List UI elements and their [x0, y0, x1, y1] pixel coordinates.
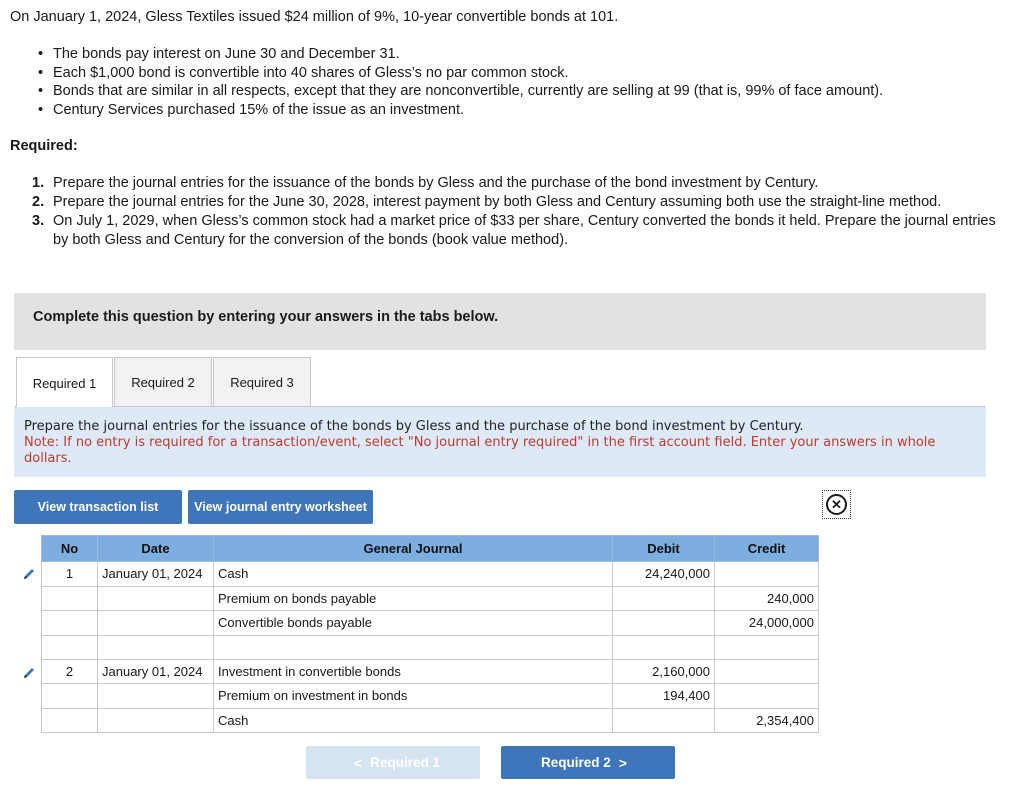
credit-cell: 24,000,000: [715, 611, 819, 636]
entry-number: [42, 586, 98, 611]
debit-cell: [613, 611, 715, 636]
entry-number: [42, 684, 98, 709]
chevron-right-icon: >: [618, 754, 627, 771]
entry-number: [42, 708, 98, 733]
entry-date: [98, 708, 214, 733]
requirement-text: Prepare the journal entries for the June 30, 2028, interest payment by both Gless and Century assuming both use the straight-line method.: [53, 194, 942, 210]
debit-cell: 194,400: [613, 684, 715, 709]
spacer-cell: [613, 635, 715, 659]
account-cell: Convertible bonds payable: [214, 611, 613, 636]
next-label: Required 2: [541, 755, 611, 770]
requirement-item: [32, 212, 997, 250]
spacer-cell: [98, 635, 214, 659]
header-debit: Debit: [613, 536, 715, 562]
problem-intro: On January 1, 2024, Gless Textiles issued $24 million of 9%, 10-year convertible bonds at 101.: [10, 9, 619, 25]
tab-required-3[interactable]: Required 3: [213, 357, 311, 407]
edit-pencil-icon[interactable]: [22, 567, 36, 581]
account-cell: Premium on investment in bonds: [214, 684, 613, 709]
requirement-item: [32, 193, 997, 212]
entry-date: [98, 611, 214, 636]
debit-cell: 2,160,000: [613, 659, 715, 684]
bullet-item: • The bonds pay interest on June 30 and December 31.: [38, 45, 883, 64]
table-row: [42, 586, 819, 611]
account-cell: Premium on bonds payable: [214, 586, 613, 611]
table-row: [42, 684, 819, 709]
instruction-text: Prepare the journal entries for the issuance of the bonds by Gless and the purchase of the bond investment by Century.: [24, 419, 804, 434]
credit-cell: 2,354,400: [715, 708, 819, 733]
credit-cell: [715, 659, 819, 684]
table-row: [42, 659, 819, 684]
debit-cell: 24,240,000: [613, 562, 715, 587]
debit-cell: [613, 586, 715, 611]
credit-cell: [715, 684, 819, 709]
table-row: [42, 562, 819, 587]
bullet-item: • Bonds that are similar in all respects, except that they are nonconvertible, currently are selling at 99 (that is, 99% of face amount).: [38, 82, 883, 101]
tab-required-1[interactable]: Required 1: [16, 357, 113, 408]
view-journal-entry-worksheet-button[interactable]: View journal entry worksheet: [188, 490, 373, 524]
header-date: Date: [98, 536, 214, 562]
entry-number: 2: [42, 659, 98, 684]
table-row: [42, 708, 819, 733]
table-row-spacer: [42, 635, 819, 659]
requirements-list: [32, 174, 997, 250]
credit-cell: [715, 562, 819, 587]
tab-instructions: [14, 407, 986, 477]
prev-required-button[interactable]: [306, 746, 480, 779]
table-row: [42, 611, 819, 636]
account-cell: Investment in convertible bonds: [214, 659, 613, 684]
next-required-button[interactable]: [501, 746, 675, 779]
problem-bullets: [38, 45, 883, 119]
header-no: No: [42, 536, 98, 562]
spacer-cell: [214, 635, 613, 659]
tab-required-2[interactable]: Required 2: [114, 357, 212, 407]
prev-label: Required 1: [370, 755, 440, 770]
entry-number: 1: [42, 562, 98, 587]
header-credit: Credit: [715, 536, 819, 562]
close-button[interactable]: [822, 490, 851, 519]
account-cell: Cash: [214, 708, 613, 733]
instruction-note: Note: If no entry is required for a transaction/event, select "No journal entry required" in the first account field. Enter your answers in whole dollars.: [24, 435, 936, 466]
close-circle-icon: ✕: [826, 494, 847, 515]
requirement-item: [32, 174, 997, 193]
bullet-item: • Each $1,000 bond is convertible into 40 shares of Gless’s no par common stock.: [38, 64, 883, 83]
entry-date: January 01, 2024: [98, 659, 214, 684]
account-cell: Cash: [214, 562, 613, 587]
requirement-text: On July 1, 2029, when Gless’s common stock had a market price of $33 per share, Century converted the bonds it held. Prepare the journal entries by both Gless and Century for the conversion of the bonds (book value method).: [53, 213, 996, 248]
bullet-item: • Century Services purchased 15% of the issue as an investment.: [38, 101, 883, 120]
spacer-cell: [715, 635, 819, 659]
chevron-left-icon: <: [354, 754, 363, 771]
header-general-journal: General Journal: [214, 536, 613, 562]
edit-pencil-icon[interactable]: [22, 666, 36, 680]
credit-cell: 240,000: [715, 586, 819, 611]
banner-text: Complete this question by entering your answers in the tabs below.: [33, 309, 499, 325]
journal-table: [41, 535, 819, 733]
view-transaction-list-button[interactable]: View transaction list: [14, 490, 182, 524]
spacer-cell: [42, 635, 98, 659]
requirement-text: Prepare the journal entries for the issuance of the bonds by Gless and the purchase of the bond investment by Century.: [53, 175, 819, 191]
debit-cell: [613, 708, 715, 733]
journal-header-row: [42, 536, 819, 562]
entry-date: [98, 684, 214, 709]
entry-number: [42, 611, 98, 636]
instructions-banner: [14, 293, 986, 350]
requirement-number: 2.: [32, 194, 45, 210]
requirement-number: 1.: [32, 175, 45, 191]
required-heading: Required:: [10, 138, 78, 154]
entry-date: January 01, 2024: [98, 562, 214, 587]
entry-date: [98, 586, 214, 611]
requirement-number: 3.: [32, 213, 45, 229]
